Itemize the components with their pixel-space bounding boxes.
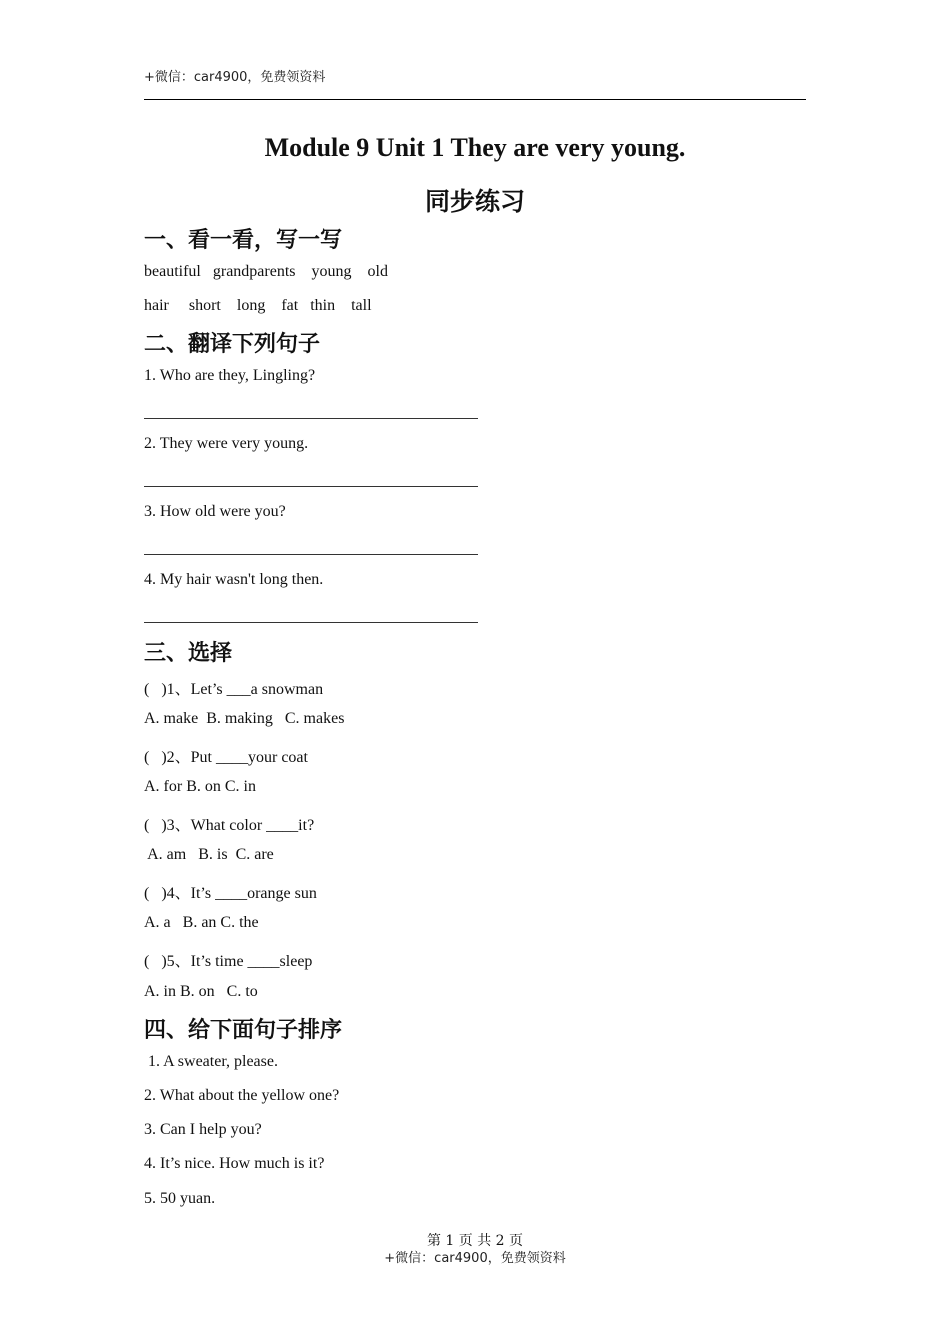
answer-line-2[interactable] bbox=[144, 486, 478, 487]
word-list-row-2: hair short long fat thin tall bbox=[144, 297, 372, 314]
order-item-4: 4. It’s nice. How much is it? bbox=[144, 1155, 325, 1172]
choice-options-5: A. in B. on C. to bbox=[144, 983, 258, 1000]
page-title: Module 9 Unit 1 They are very young. bbox=[264, 133, 686, 162]
choice-question-2: ( )2、Put ____your coat bbox=[144, 749, 308, 766]
choice-question-1: ( )1、Let’s ___a snowman bbox=[144, 681, 324, 698]
order-item-5: 5. 50 yuan. bbox=[144, 1190, 216, 1207]
answer-line-1[interactable] bbox=[144, 418, 478, 419]
page-subtitle: 同步练习 bbox=[424, 187, 525, 216]
choice-options-1: A. make B. making C. makes bbox=[144, 710, 345, 727]
order-item-3: 3. Can I help you? bbox=[144, 1121, 262, 1138]
choice-question-5: ( )5、It’s time ____sleep bbox=[144, 953, 313, 970]
answer-line-4[interactable] bbox=[144, 622, 478, 623]
page-number: 第 1 页 共 2 页 bbox=[426, 1233, 524, 1249]
order-item-1: 1. A sweater, please. bbox=[144, 1053, 278, 1070]
header-note: +微信：car4900，免费领资料 bbox=[144, 70, 326, 85]
section3-heading: 三、选择 bbox=[144, 641, 233, 666]
translate-item-2: 2. They were very young. bbox=[144, 435, 309, 452]
section2-heading: 二、翻译下列句子 bbox=[144, 332, 321, 357]
choice-options-3: A. am B. is C. are bbox=[144, 846, 274, 863]
answer-line-3[interactable] bbox=[144, 554, 478, 555]
translate-item-4: 4. My hair wasn't long then. bbox=[144, 571, 324, 588]
word-list-row-1: beautiful grandparents young old bbox=[144, 263, 388, 280]
order-item-2: 2. What about the yellow one? bbox=[144, 1087, 340, 1104]
footer-note: +微信：car4900，免费领资料 bbox=[384, 1251, 566, 1266]
section1-heading: 一、看一看，写一写 bbox=[144, 228, 343, 253]
choice-question-3: ( )3、What color ____it? bbox=[144, 817, 315, 834]
translate-item-1: 1. Who are they, Lingling? bbox=[144, 367, 316, 384]
header-divider bbox=[144, 99, 806, 100]
choice-options-2: A. for B. on C. in bbox=[144, 778, 256, 795]
choice-options-4: A. a B. an C. the bbox=[144, 914, 259, 931]
translate-item-3: 3. How old were you? bbox=[144, 503, 286, 520]
choice-question-4: ( )4、It’s ____orange sun bbox=[144, 885, 317, 902]
section4-heading: 四、给下面句子排序 bbox=[144, 1018, 343, 1043]
